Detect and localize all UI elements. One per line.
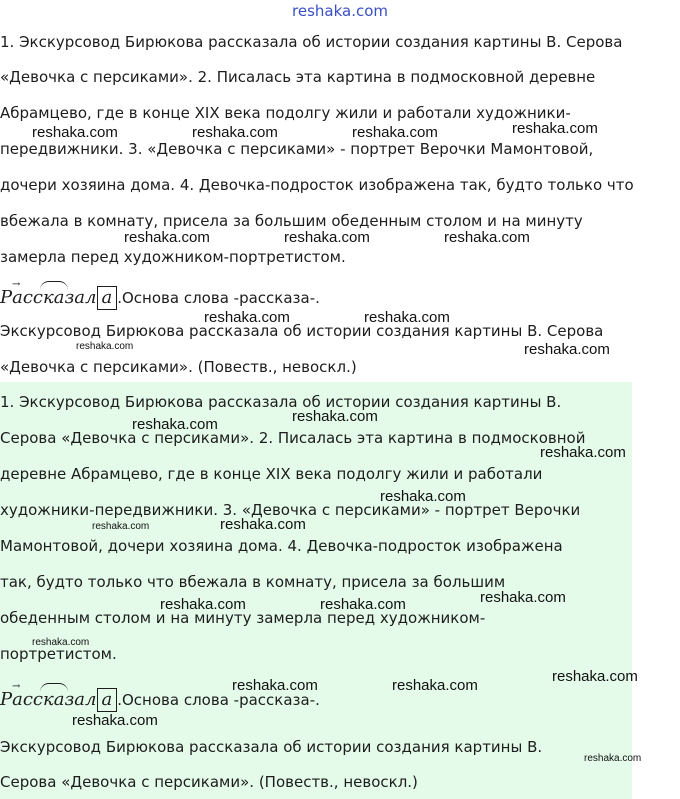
section1-line-5: дочери хозяина дома. 4. Девочка-подросток изображена так, будто только что [0, 176, 634, 194]
word-ending-box: а [97, 688, 118, 712]
section2-line-3: деревне Абрамцево, где в конце XIX века подолгу жили и работали [0, 465, 543, 483]
word-stem-note: .Основа слова -рассказа-. [117, 289, 320, 307]
watermark: reshaka.com [220, 516, 306, 533]
section2-line-4: художники-передвижники. 3. «Девочка с персиками» - портрет Верочки [0, 501, 581, 519]
section2-line-8: портретистом. [0, 645, 117, 663]
site-header-link[interactable]: reshaka.com [292, 2, 388, 20]
watermark: reshaka.com [192, 124, 278, 141]
watermark: reshaka.com [524, 341, 610, 358]
watermark: reshaka.com [124, 229, 210, 246]
watermark: reshaka.com [364, 309, 450, 326]
watermark: reshaka.com [380, 488, 466, 505]
word-ending-box: а [97, 286, 118, 310]
section2-conclusion-line-2: Серова «Девочка с персиками». (Повеств., невоскл.) [0, 773, 418, 791]
word-stem-note: .Основа слова -рассказа-. [117, 691, 320, 709]
analyzed-word: → Рассказал [0, 279, 97, 308]
section1-line-6: вбежала в комнату, присела за большим обеденным столом и на минуту [0, 212, 583, 230]
section2-line-1: 1. Экскурсовод Бирюкова рассказала об истории создания картины В. [0, 393, 562, 411]
watermark: reshaka.com [232, 677, 318, 694]
watermark: reshaka.com [512, 120, 598, 137]
section1-line-7: замерла перед художником-портретистом. [0, 248, 346, 266]
watermark: reshaka.com [132, 416, 218, 433]
watermark: reshaka.com [584, 753, 642, 764]
section2-line-7: обеденным столом и на минуту замерла перед художником- [0, 609, 486, 627]
section2-line-2: Серова «Девочка с персиками». 2. Писалась эта картина в подмосковной [0, 429, 586, 447]
section1-line-1: 1. Экскурсовод Бирюкова рассказала об истории создания картины В. Серова [0, 33, 623, 51]
watermark: reshaka.com [72, 712, 158, 729]
watermark: reshaka.com [444, 229, 530, 246]
section1-line-2: «Девочка с персиками». 2. Писалась эта картина в подмосковной деревне [0, 68, 596, 86]
watermark: reshaka.com [32, 124, 118, 141]
section2-line-6: так, будто только что вбежала в комнату, присела за большим [0, 573, 506, 591]
arrow-icon: → [12, 279, 21, 290]
arrow-icon: → [12, 681, 21, 692]
section2-conclusion-line-1: Экскурсовод Бирюкова рассказала об истории создания картины В. [0, 738, 543, 756]
watermark: reshaka.com [320, 596, 406, 613]
watermark: reshaka.com [392, 677, 478, 694]
root-arc-icon [40, 683, 68, 692]
watermark: reshaka.com [292, 408, 378, 425]
watermark: reshaka.com [540, 444, 626, 461]
watermark: reshaka.com [204, 309, 290, 326]
watermark: reshaka.com [92, 521, 150, 532]
section1-line-4: передвижники. 3. «Девочка с персиками» - портрет Верочки Мамонтовой, [0, 140, 594, 158]
watermark: reshaka.com [552, 668, 638, 685]
section1-line-3: Абрамцево, где в конце XIX века подолгу жили и работали художники- [0, 104, 571, 122]
watermark: reshaka.com [32, 637, 90, 648]
section2-line-5: Мамонтовой, дочери хозяина дома. 4. Девочка-подросток изображена [0, 537, 563, 555]
watermark: reshaka.com [352, 124, 438, 141]
watermark: reshaka.com [480, 589, 566, 606]
analyzed-word: → Рассказал [0, 681, 97, 710]
watermark: reshaka.com [76, 341, 134, 352]
section1-conclusion-line-2: «Девочка с персиками». (Повеств., невоскл.) [0, 358, 357, 376]
watermark: reshaka.com [160, 596, 246, 613]
section1-conclusion-line-1: Экскурсовод Бирюкова рассказала об истории создания картины В. Серова [0, 322, 604, 340]
root-arc-icon [40, 281, 68, 290]
watermark: reshaka.com [284, 229, 370, 246]
